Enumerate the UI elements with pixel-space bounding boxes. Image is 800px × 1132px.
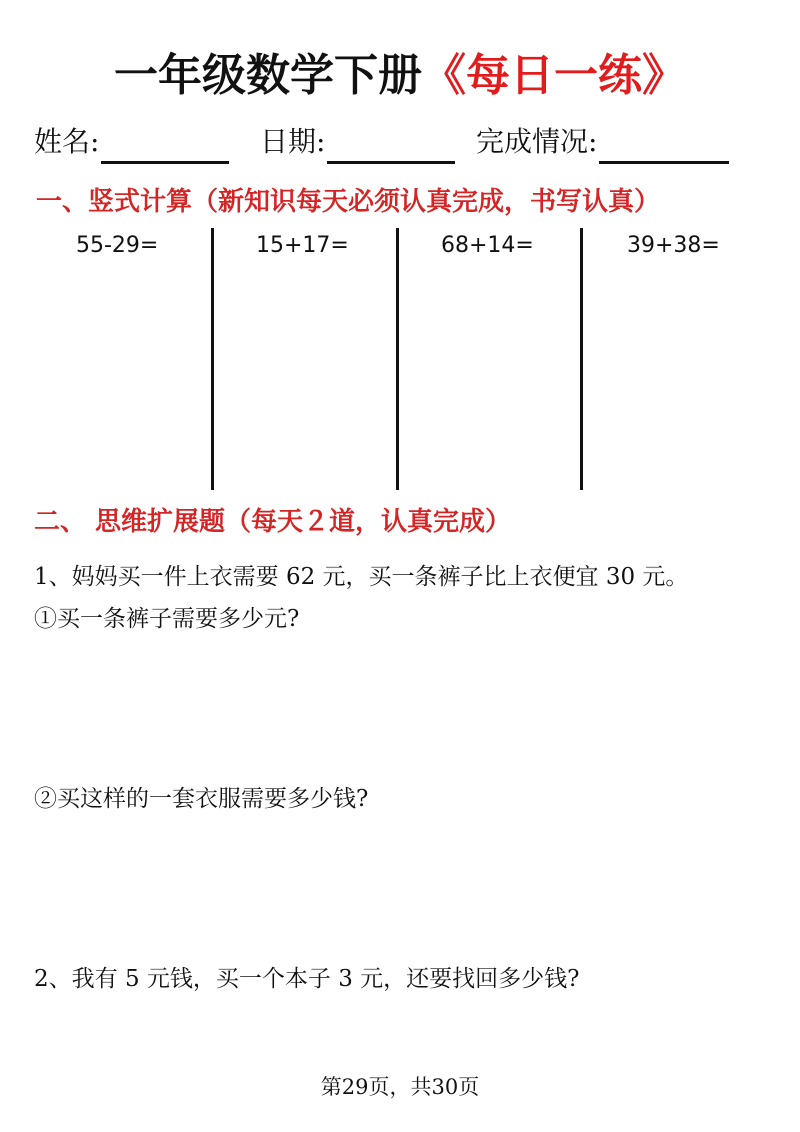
calc-problem-4: 39+38= bbox=[627, 233, 720, 258]
name-field bbox=[34, 120, 229, 164]
word-problem-1-part-2: ②买这样的一套衣服需要多少钱? bbox=[34, 786, 369, 812]
section1-title: 一、竖式计算（新知识每天必须认真完成，书写认真） bbox=[36, 187, 661, 217]
student-info-row bbox=[28, 120, 772, 164]
calc-problem-1: 55-29= bbox=[76, 233, 159, 258]
calc-problem-2: 15+17= bbox=[256, 233, 349, 258]
column-divider-3 bbox=[580, 228, 583, 490]
calc-column-3[interactable] bbox=[401, 228, 579, 490]
calc-column-1[interactable] bbox=[30, 228, 210, 490]
title-accent: 《每日一练》 bbox=[422, 50, 686, 101]
status-field bbox=[476, 120, 729, 164]
section2-title: 二、 思维扩展题（每天２道，认真完成） bbox=[34, 507, 512, 537]
calc-column-2[interactable] bbox=[216, 228, 394, 490]
calc-problem-3: 68+14= bbox=[441, 233, 534, 258]
date-label: 日期: bbox=[260, 125, 326, 158]
name-blank[interactable] bbox=[101, 131, 229, 164]
page-number: 第29页，共30页 bbox=[320, 1075, 480, 1099]
status-label: 完成情况: bbox=[476, 125, 598, 158]
status-blank[interactable] bbox=[599, 131, 729, 164]
word-problem-1: 1、妈妈买一件上衣需要 62 元，买一条裤子比上衣便宜 30 元。 bbox=[34, 564, 689, 590]
column-divider-1 bbox=[211, 228, 214, 490]
word-problem-2: 2、我有 5 元钱，买一个本子 3 元，还要找回多少钱? bbox=[34, 966, 580, 992]
column-divider-2 bbox=[396, 228, 399, 490]
vertical-calculation-area bbox=[30, 228, 770, 490]
date-field bbox=[260, 120, 455, 164]
title-main: 一年级数学下册 bbox=[114, 50, 422, 101]
date-blank[interactable] bbox=[327, 131, 455, 164]
word-problem-1-part-1: ①买一条裤子需要多少元? bbox=[34, 606, 300, 632]
name-label: 姓名: bbox=[34, 125, 100, 158]
calc-column-4[interactable] bbox=[585, 228, 770, 490]
worksheet-title bbox=[0, 46, 800, 106]
